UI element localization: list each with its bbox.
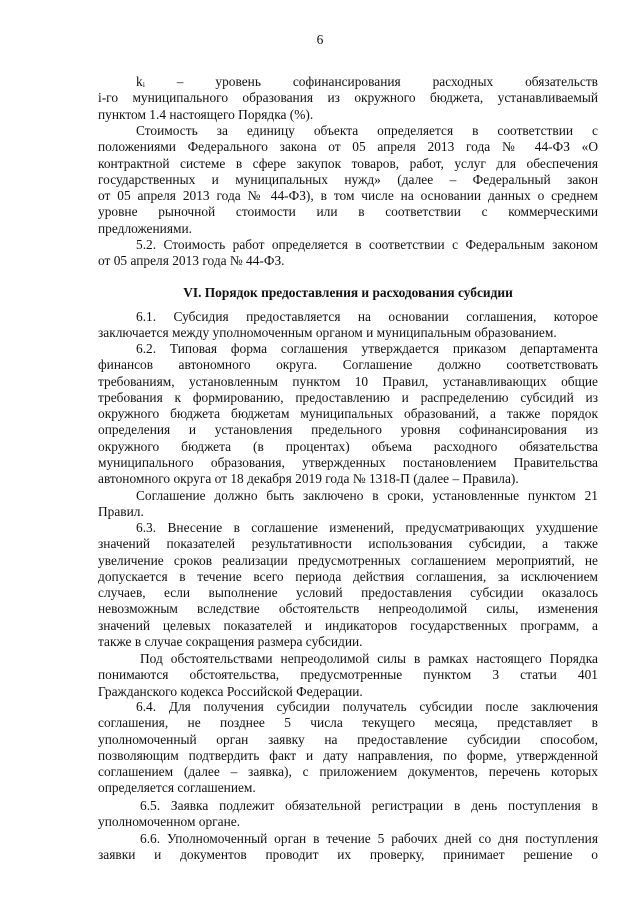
text-line: требования к формированию, предоставлению и распределению субсидий из (98, 389, 598, 405)
text-line: пунктом 1.4 настоящего Порядка (%). (98, 106, 314, 122)
text-line: от 05 апреля 2013 года № 44-ФЗ. (98, 253, 285, 269)
text-line: соглашением (далее – заявка), с приложением документов, перечень которых (98, 764, 598, 780)
text-line: соглашения, не позднее 5 числа текущего месяца, представляет в (98, 715, 598, 731)
text-line: государственных и муниципальных нужд» (далее – Федеральный закон (98, 171, 598, 187)
text-line: от 05 апреля 2013 года № 44-ФЗ), в том числе на основании данных о среднем (98, 188, 598, 204)
text-line: допускается в течение всего периода действия соглашения, за исключением (98, 568, 598, 584)
text-line: 6.4. Для получения субсидии получатель субсидии после заключения (136, 699, 598, 714)
text-line: Под обстоятельствами непреодолимой силы в рамках настоящего Порядка (140, 651, 598, 666)
text-line: положениями Федерального закона от 05 апреля 2013 года № 44-ФЗ «О (98, 139, 598, 155)
text-line: предложениями. (98, 220, 192, 236)
text-line: уполномоченном органе. (98, 814, 241, 830)
paragraph-6-2 (98, 341, 598, 488)
paragraph-6-4 (98, 699, 598, 797)
text-line: требованиям, установленным пунктом 10 Правил, устанавливающих общие (98, 373, 598, 389)
paragraph-6-2-continued (98, 488, 598, 521)
force-majeure-paragraph (98, 651, 598, 700)
text-line: заявки и документов проводит их проверку, принимает решение о (98, 847, 598, 863)
text-line: i-го муниципального образования из окружного бюджета, устанавливаемый (98, 90, 598, 106)
section-heading-block (98, 285, 598, 301)
page-number: 6 (316, 32, 324, 47)
text-line: определяется соглашением. (98, 780, 256, 796)
text-line: случаев, если выполнение условий предоставления субсидии оказалось (98, 585, 598, 601)
section-heading: VI. Порядок предоставления и расходования субсидии (183, 285, 513, 300)
text-line: 6.2. Типовая форма соглашения утверждается приказом департамента (136, 341, 598, 356)
text-line: понимаются обстоятельства, предусмотренные пунктом 3 статьи 401 (98, 667, 598, 683)
text-line: 6.5. Заявка подлежит обязательной регистрации в день поступления в (140, 798, 598, 813)
text-line: также в случае сокращения размера субсидии. (98, 634, 363, 650)
text-line: автономного округа от 18 декабря 2019 года № 1318-П (далее – Правила). (98, 471, 519, 487)
paragraph-6-5 (98, 798, 598, 831)
text-line: kᵢ – уровень софинансирования расходных обязательств (136, 74, 598, 89)
text-line: заключается между уполномоченным органом и муниципальным образованием. (98, 325, 557, 341)
paragraph-6-6 (98, 831, 598, 864)
text-line: увеличение сроков реализации предусмотренных соглашением мероприятий, не (98, 552, 598, 568)
text-line: уполномоченный орган заявку на предоставление субсидии способом, (98, 731, 598, 747)
text-line: позволяющим подтвердить факт и дату направления, по форме, утвержденной (98, 747, 598, 763)
paragraph-5-2 (98, 237, 598, 270)
paragraph-6-3 (98, 520, 598, 650)
text-line: окружного бюджета бюджетам муниципальных образований, а также порядок (98, 406, 598, 422)
coefficient-definition (98, 74, 598, 123)
text-line: муниципального образования, утвержденных постановлением Правительства (98, 455, 598, 471)
text-line: окружного бюджета (в процентах) объема расходного обязательства (98, 438, 598, 454)
text-line: Гражданского кодекса Российской Федерации. (98, 683, 363, 699)
text-line: Стоимость за единицу объекта определяется в соответствии с (136, 123, 598, 138)
paragraph-6-1 (98, 309, 598, 342)
text-line: 5.2. Стоимость работ определяется в соответствии с Федеральным законом (136, 237, 598, 252)
text-line: 6.1. Субсидия предоставляется на основании соглашения, которое (136, 309, 598, 324)
text-line: уровне рыночной стоимости или в соответствии с коммерческими (98, 204, 598, 220)
text-line: значений целевых показателей и индикаторов государственных программ, а (98, 617, 598, 633)
text-line: определения и установления предельного уровня софинансирования из (98, 422, 598, 438)
text-line: контрактной системе в сфере закупок товаров, работ, услуг для обеспечения (98, 155, 598, 171)
cost-paragraph (98, 123, 598, 237)
text-line: Соглашение должно быть заключено в сроки, установленные пунктом 21 (136, 488, 598, 503)
text-line: финансов автономного округа. Соглашение должно соответствовать (98, 357, 598, 373)
text-line: невозможным вследствие обстоятельств непреодолимой силы, изменения (98, 601, 598, 617)
text-line: Правил. (98, 504, 144, 520)
text-line: 6.6. Уполномоченный орган в течение 5 рабочих дней со дня поступления (140, 831, 598, 846)
text-line: 6.3. Внесение в соглашение изменений, предусматривающих ухудшение (136, 520, 598, 535)
text-line: значений показателей результативности использования субсидии, а также (98, 536, 598, 552)
